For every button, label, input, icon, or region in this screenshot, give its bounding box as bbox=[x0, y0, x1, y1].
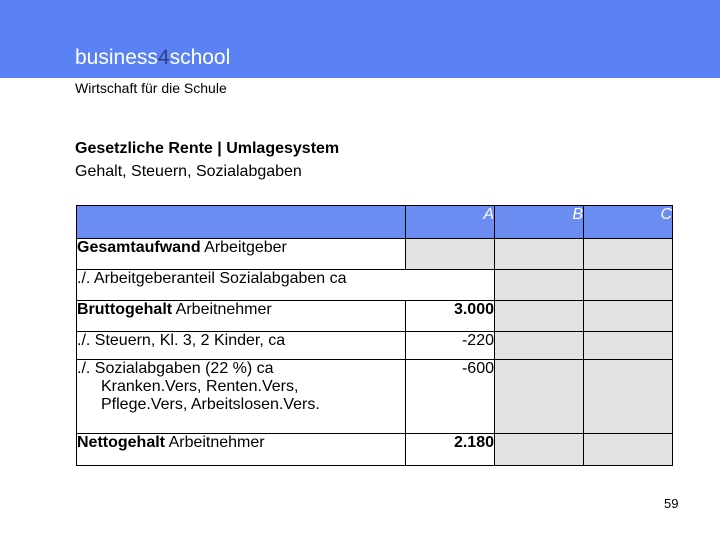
row-label-text: ./. Steuern, Kl. 3, 2 Kinder, ca bbox=[77, 332, 286, 349]
table-header-row bbox=[77, 206, 673, 239]
header-cell-label bbox=[77, 206, 406, 239]
cell-a-value: -600 bbox=[406, 360, 495, 434]
brand-digit: 4 bbox=[157, 46, 170, 69]
cell-c bbox=[584, 332, 673, 360]
row-label-bold: Gesamtaufwand bbox=[77, 239, 201, 256]
row-label bbox=[77, 360, 406, 434]
salary-table bbox=[76, 205, 673, 466]
brand-logo bbox=[75, 46, 230, 70]
table-row bbox=[77, 301, 673, 332]
row-label-bold: Nettogehalt bbox=[77, 434, 165, 451]
table-row bbox=[77, 270, 673, 301]
cell-b bbox=[495, 270, 584, 301]
cell-c bbox=[584, 360, 673, 434]
row-label bbox=[77, 301, 406, 332]
table-row bbox=[77, 239, 673, 270]
column-header-c: C bbox=[584, 206, 673, 239]
table-row bbox=[77, 360, 673, 434]
row-label bbox=[77, 270, 495, 301]
row-label-bold: Bruttogehalt bbox=[77, 301, 173, 318]
cell-a bbox=[406, 239, 495, 270]
page-number: 59 bbox=[664, 496, 679, 511]
row-label-text: ./. Sozialabgaben (22 %) ca bbox=[77, 360, 274, 377]
row-label-text: Arbeitnehmer bbox=[165, 434, 265, 451]
brand-part1: business bbox=[75, 46, 158, 69]
row-label bbox=[77, 332, 406, 360]
cell-b bbox=[495, 434, 584, 466]
cell-c bbox=[584, 239, 673, 270]
row-sublabel: Kranken.Vers, Renten.Vers, bbox=[101, 378, 299, 395]
slide-subtitle: Gehalt, Steuern, Sozialabgaben bbox=[75, 163, 302, 180]
table-row bbox=[77, 332, 673, 360]
row-label-text: ./. Arbeitgeberanteil Sozialabgaben ca bbox=[77, 270, 347, 287]
row-label-text: Arbeitgeber bbox=[200, 239, 287, 256]
cell-b bbox=[495, 239, 584, 270]
tagline: Wirtschaft für die Schule bbox=[75, 80, 227, 96]
slide-title: Gesetzliche Rente | Umlagesystem bbox=[75, 140, 340, 157]
column-header-a: A bbox=[406, 206, 495, 239]
cell-b bbox=[495, 301, 584, 332]
column-header-b: B bbox=[495, 206, 584, 239]
cell-c bbox=[584, 270, 673, 301]
cell-a-value: 3.000 bbox=[406, 301, 495, 332]
cell-a-value: -220 bbox=[406, 332, 495, 360]
cell-b bbox=[495, 332, 584, 360]
cell-c bbox=[584, 301, 673, 332]
cell-c bbox=[584, 434, 673, 466]
table-row bbox=[77, 434, 673, 466]
brand-part2: school bbox=[169, 46, 231, 69]
row-sublabel: Pflege.Vers, Arbeitslosen.Vers. bbox=[101, 396, 320, 413]
cell-a-value: 2.180 bbox=[406, 434, 495, 466]
row-label bbox=[77, 239, 406, 270]
cell-b bbox=[495, 360, 584, 434]
row-label-text: Arbeitnehmer bbox=[172, 301, 272, 318]
row-label bbox=[77, 434, 406, 466]
